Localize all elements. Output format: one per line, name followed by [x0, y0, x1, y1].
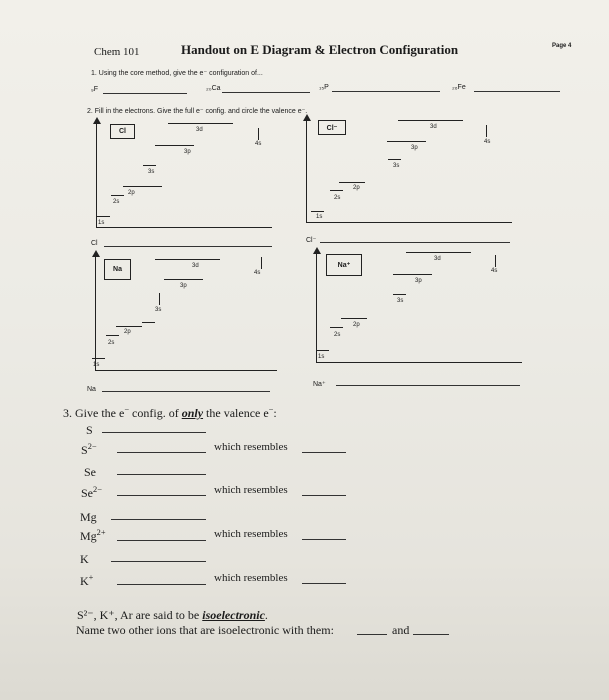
isoelectronic-term: isoelectronic [202, 608, 265, 622]
energy-axis [96, 122, 97, 228]
q3-answer-s[interactable] [102, 432, 206, 433]
page-number: Page 4 [552, 43, 572, 49]
q1-answer-fe[interactable] [474, 91, 560, 92]
q3-label-mg2: $Mg^{2+}$ [80, 528, 106, 543]
orbital-3p-a [164, 279, 177, 280]
ion-box-cl: Cl [110, 124, 135, 139]
orbital-3p-a [387, 141, 400, 142]
orbital-3d-e [220, 123, 233, 124]
orbital-3s [143, 165, 156, 166]
orbital-2p-c [142, 322, 155, 323]
and-label: and [392, 623, 410, 637]
orbital-3d-d [194, 259, 207, 260]
orbital-3p-a [155, 145, 168, 146]
q1-answer-ca[interactable] [222, 92, 310, 93]
orbital-2p-a [123, 186, 136, 187]
orbital-2p-a [341, 318, 354, 319]
orbital-2p-b [136, 186, 149, 187]
orbital-label-3s: 3s [155, 307, 162, 313]
orbital-label-3p: 3p [180, 283, 187, 289]
q3-resembles-k1[interactable] [302, 583, 346, 584]
orbital-label-1s: 1s [93, 362, 100, 368]
orbital-3p-b [406, 274, 419, 275]
orbital-2s [106, 335, 119, 336]
orbital-2p-b [352, 182, 365, 183]
q3-prompt-emphasis: only [181, 406, 204, 420]
ion-box-cl-ion: Cl⁻ [318, 120, 346, 135]
resembles-label: which resembles [214, 572, 288, 584]
orbital-3s [393, 294, 406, 295]
q3-label-s2: $S^{2-}$ [81, 442, 97, 457]
orbital-label-3d: 3d [192, 263, 199, 269]
orbital-label-2s: 2s [334, 195, 341, 201]
answer-line-cl-ion[interactable] [320, 242, 510, 243]
q1-prompt: 1. Using the core method, give the e⁻ configuration of... [91, 70, 263, 77]
orbital-3d-a [406, 252, 419, 253]
orbital-1s [97, 216, 110, 217]
q3-answer-se2[interactable] [117, 495, 206, 496]
orbital-label-3d: 3d [196, 127, 203, 133]
q3-answer-k[interactable] [111, 561, 206, 562]
q1-answer-f[interactable] [103, 93, 187, 94]
isoelectronic-statement: S²⁻, K⁺, Ar are said to be isoelectronic. [77, 608, 268, 622]
orbital-3d-d [445, 252, 458, 253]
orbital-3d-a [155, 259, 168, 260]
q3-label-k1: K+ [80, 573, 94, 588]
orbital-label-1s: 1s [98, 220, 105, 226]
energy-arrow-icon [303, 114, 311, 121]
orbital-label-4s: 4s [491, 268, 498, 274]
orbital-3d-d [207, 123, 220, 124]
orbital-label-2p: 2p [124, 329, 131, 335]
q3-answer-s2[interactable] [117, 452, 206, 453]
orbital-label-3p: 3p [411, 145, 418, 151]
q3-resembles-s2[interactable] [302, 452, 346, 453]
orbital-3s [388, 159, 401, 160]
orbital-4s [486, 125, 487, 137]
orbital-3d-c [424, 120, 437, 121]
q1-item-p: ₁₅P [319, 84, 329, 91]
answer-line-cl[interactable] [104, 246, 272, 247]
ion-box-na: Na [104, 259, 131, 280]
q3-resembles-se2[interactable] [302, 495, 346, 496]
baseline [316, 362, 522, 363]
orbital-3p-b [177, 279, 190, 280]
orbital-2p-a [339, 182, 352, 183]
orbital-4s [261, 257, 262, 269]
answer-label-cl: Cl [91, 240, 98, 247]
orbital-2s [111, 195, 124, 196]
orbital-3p-b [168, 145, 181, 146]
orbital-2p-c [149, 186, 162, 187]
orbital-3s [159, 293, 160, 305]
q3-label-se: Se [84, 465, 96, 479]
orbital-label-2p: 2p [353, 322, 360, 328]
energy-axis [306, 119, 307, 223]
orbital-3p-c [419, 274, 432, 275]
orbital-3d-b [411, 120, 424, 121]
orbital-3p-c [190, 279, 203, 280]
energy-axis [95, 255, 96, 371]
q3-prompt: 3. Give the e− config. of only the valence e−: [63, 405, 277, 420]
q3-prompt-mid: config. of [129, 406, 182, 420]
orbital-label-3s: 3s [393, 163, 400, 169]
orbital-3d-a [168, 123, 181, 124]
orbital-label-3s: 3s [397, 298, 404, 304]
isoelectronic-question: Name two other ions that are isoelectronic with them: [76, 623, 334, 637]
answer-label-na-ion: Na⁺ [313, 381, 326, 388]
orbital-1s [311, 211, 324, 212]
q2-prompt: 2. Fill in the electrons. Give the full e⁻ config. and circle the valence e⁻. [87, 108, 308, 115]
orbital-3d-a [398, 120, 411, 121]
orbital-label-4s: 4s [254, 270, 261, 276]
orbital-2p-a [116, 326, 129, 327]
energy-arrow-icon [313, 247, 321, 254]
orbital-label-2s: 2s [334, 332, 341, 338]
orbital-label-1s: 1s [318, 354, 325, 360]
answer-label-na: Na [87, 386, 96, 393]
orbital-label-4s: 4s [255, 141, 262, 147]
orbital-2s [330, 190, 343, 191]
course-label: Chem 101 [94, 46, 140, 58]
q3-answer-mg2[interactable] [117, 540, 206, 541]
isoelectronic-ions: S²⁻, K⁺, Ar are said to be [77, 608, 203, 622]
q1-item-ca: ₂₀Ca [206, 85, 221, 92]
energy-axis [316, 252, 317, 363]
isoelectronic-answer-1[interactable] [357, 634, 387, 635]
orbital-label-2p: 2p [128, 190, 135, 196]
orbital-2s [330, 327, 343, 328]
orbital-1s [316, 350, 329, 351]
resembles-label: which resembles [214, 484, 288, 496]
orbital-3d-b [181, 123, 194, 124]
orbital-label-3p: 3p [184, 149, 191, 155]
resembles-label: which resembles [214, 528, 288, 540]
q3-answer-mg[interactable] [111, 519, 206, 520]
orbital-3p-b [400, 141, 413, 142]
orbital-3d-c [181, 259, 194, 260]
q3-answer-k1[interactable] [117, 584, 206, 585]
orbital-3p-c [413, 141, 426, 142]
energy-arrow-icon [92, 250, 100, 257]
orbital-label-3d: 3d [430, 124, 437, 130]
orbital-3p-c [181, 145, 194, 146]
orbital-label-4s: 4s [484, 139, 491, 145]
resembles-label: which resembles [214, 441, 288, 453]
orbital-2p-b [354, 318, 367, 319]
orbital-label-3p: 3p [415, 278, 422, 284]
baseline [96, 227, 272, 228]
q3-resembles-mg2[interactable] [302, 539, 346, 540]
energy-arrow-icon [93, 117, 101, 124]
orbital-label-3s: 3s [148, 169, 155, 175]
orbital-3d-e [458, 252, 471, 253]
q1-item-fe: ₂₆Fe [452, 84, 466, 91]
q3-label-mg: Mg [80, 510, 97, 524]
orbital-4s [258, 128, 259, 140]
isoelectronic-answer-2[interactable] [413, 634, 449, 635]
orbital-label-1s: 1s [316, 214, 323, 220]
orbital-label-3d: 3d [434, 256, 441, 262]
orbital-label-2p: 2p [353, 185, 360, 191]
orbital-3d-d [437, 120, 450, 121]
q3-prompt-post: the valence e [203, 406, 269, 420]
q3-prompt-pre: 3. Give the e [63, 406, 125, 420]
answer-line-na-ion[interactable] [336, 385, 520, 386]
baseline [306, 222, 512, 223]
orbital-3d-e [207, 259, 220, 260]
q1-item-f: ₉F [91, 86, 99, 93]
orbital-4s [495, 255, 496, 267]
baseline [95, 370, 277, 371]
answer-line-na[interactable] [102, 391, 270, 392]
q1-answer-p[interactable] [332, 91, 440, 92]
orbital-3d-b [419, 252, 432, 253]
orbital-3d-c [432, 252, 445, 253]
orbital-label-2s: 2s [108, 340, 115, 346]
orbital-3p-a [393, 274, 406, 275]
q3-answer-se[interactable] [117, 474, 206, 475]
orbital-3d-c [194, 123, 207, 124]
ion-box-na-ion: Na⁺ [326, 254, 362, 276]
orbital-1s [92, 358, 105, 359]
orbital-label-2s: 2s [113, 199, 120, 205]
q3-label-s: S [86, 423, 93, 437]
answer-label-cl-ion: Cl⁻ [306, 237, 317, 244]
orbital-3d-b [168, 259, 181, 260]
q3-label-k: K [80, 552, 89, 566]
q3-label-se2: $Se^{2-}$ [81, 485, 102, 500]
page-title: Handout on E Diagram & Electron Configuration [181, 42, 459, 57]
orbital-3d-e [450, 120, 463, 121]
orbital-2p-b [129, 326, 142, 327]
